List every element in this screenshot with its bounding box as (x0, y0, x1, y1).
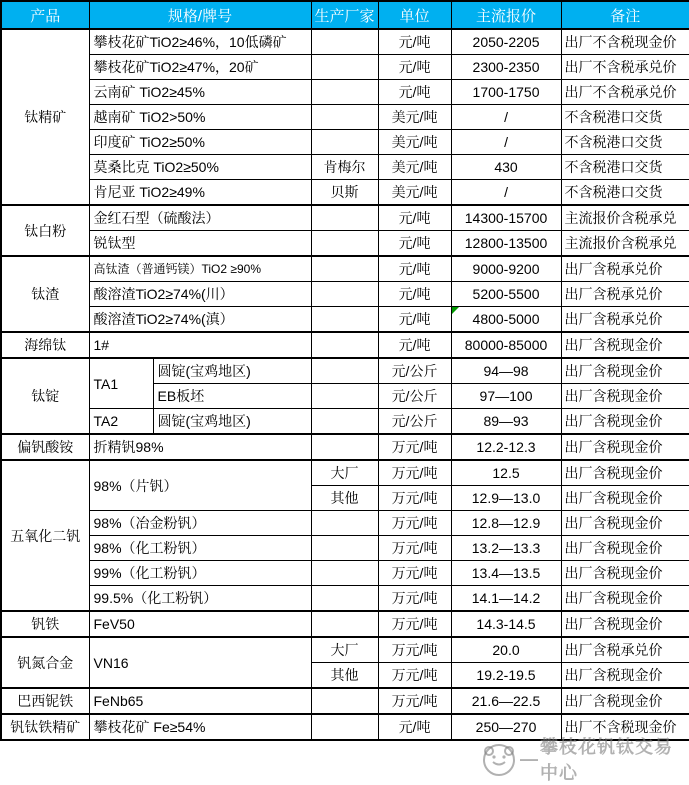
product-cell: 钒氮合金 (1, 637, 89, 688)
table-row (1, 29, 689, 55)
note-cell: 出厂不含税承兑价 (561, 80, 689, 105)
unit-cell: 元/公斤 (378, 409, 451, 435)
unit-cell: 万元/吨 (378, 663, 451, 689)
note-cell: 主流报价含税承兑 (561, 205, 689, 231)
manufacturer-cell (311, 511, 378, 536)
note-cell: 不含税港口交货 (561, 155, 689, 180)
manufacturer-cell (311, 561, 378, 586)
spec-cell: 攀枝花矿 Fe≥54% (89, 714, 311, 740)
table-row (1, 536, 689, 561)
table-row (1, 130, 689, 155)
manufacturer-cell: 其他 (311, 486, 378, 511)
unit-cell: 元/吨 (378, 80, 451, 105)
table-row (1, 637, 689, 663)
manufacturer-cell (311, 714, 378, 740)
col-header-1: 规格/牌号 (89, 1, 311, 29)
table-row (1, 332, 689, 358)
manufacturer-cell (311, 105, 378, 130)
note-cell: 出厂含税现金价 (561, 611, 689, 637)
unit-cell: 元/吨 (378, 205, 451, 231)
spec-cell: 折精钒98% (89, 434, 311, 460)
comment-marker-icon (452, 307, 459, 314)
watermark (480, 737, 689, 783)
manufacturer-cell (311, 536, 378, 561)
unit-cell: 万元/吨 (378, 688, 451, 714)
price-cell: / (451, 180, 561, 206)
manufacturer-cell (311, 586, 378, 612)
manufacturer-cell: 大厂 (311, 637, 378, 663)
spec-cell: 酸溶渣TiO2≥74%(滇） (89, 307, 311, 333)
manufacturer-cell (311, 307, 378, 333)
price-cell: / (451, 130, 561, 155)
product-cell: 钛白粉 (1, 205, 89, 256)
price-cell: 5200-5500 (451, 282, 561, 307)
manufacturer-cell (311, 434, 378, 460)
note-cell: 出厂含税承兑价 (561, 637, 689, 663)
note-cell: 出厂含税现金价 (561, 332, 689, 358)
spec-cell: 云南矿 TiO2≥45% (89, 80, 311, 105)
unit-cell: 美元/吨 (378, 155, 451, 180)
price-cell: 19.2-19.5 (451, 663, 561, 689)
table-body (1, 29, 689, 740)
manufacturer-cell (311, 409, 378, 435)
unit-cell: 美元/吨 (378, 105, 451, 130)
spec-cell: TA2 (89, 409, 153, 435)
col-header-0: 产品 (1, 1, 89, 29)
note-cell: 主流报价含税承兑 (561, 231, 689, 257)
table-header (1, 1, 689, 29)
note-cell: 出厂含税现金价 (561, 409, 689, 435)
spec-cell: 99.5%（化工粉钒） (89, 586, 311, 612)
price-cell: 97—100 (451, 384, 561, 409)
spec-cell: 98%（化工粉钒） (89, 536, 311, 561)
product-cell: 钛渣 (1, 256, 89, 332)
spec-cell: TA1 (89, 358, 153, 409)
manufacturer-cell (311, 130, 378, 155)
manufacturer-cell (311, 332, 378, 358)
table-row (1, 714, 689, 740)
product-cell: 钛锭 (1, 358, 89, 434)
manufacturer-cell (311, 282, 378, 307)
note-cell: 出厂含税现金价 (561, 561, 689, 586)
col-header-2: 生产厂家 (311, 1, 378, 29)
note-cell: 出厂含税承兑价 (561, 307, 689, 333)
note-cell: 出厂含税承兑价 (561, 282, 689, 307)
price-cell: 9000-9200 (451, 256, 561, 282)
table-row (1, 105, 689, 130)
spec-cell: VN16 (89, 637, 311, 688)
unit-cell: 元/吨 (378, 256, 451, 282)
spec-cell: FeNb65 (89, 688, 311, 714)
note-cell: 出厂含税现金价 (561, 511, 689, 536)
unit-cell: 万元/吨 (378, 486, 451, 511)
note-cell: 不含税港口交货 (561, 130, 689, 155)
unit-cell: 美元/吨 (378, 180, 451, 206)
table-row (1, 409, 689, 435)
spec-cell: 1# (89, 332, 311, 358)
price-cell: 14.3-14.5 (451, 611, 561, 637)
spec-sub-cell: EB板坯 (153, 384, 311, 409)
unit-cell: 美元/吨 (378, 130, 451, 155)
manufacturer-cell (311, 55, 378, 80)
manufacturer-cell: 其他 (311, 663, 378, 689)
price-cell: 12.5 (451, 460, 561, 486)
table-row (1, 358, 689, 384)
col-header-5: 备注 (561, 1, 689, 29)
watermark-dash: — (520, 748, 538, 769)
spec-cell: 越南矿 TiO2>50% (89, 105, 311, 130)
spec-cell: 印度矿 TiO2≥50% (89, 130, 311, 155)
price-cell: 12800-13500 (451, 231, 561, 257)
note-cell: 出厂含税承兑价 (561, 256, 689, 282)
note-cell: 出厂含税现金价 (561, 688, 689, 714)
price-cell: 12.2-12.3 (451, 434, 561, 460)
spec-sub-cell: 圆锭(宝鸡地区) (153, 358, 311, 384)
table-row (1, 434, 689, 460)
price-cell: 14.1—14.2 (451, 586, 561, 612)
product-cell: 钒钛铁精矿 (1, 714, 89, 740)
unit-cell: 万元/吨 (378, 611, 451, 637)
unit-cell: 万元/吨 (378, 536, 451, 561)
price-cell: 2300-2350 (451, 55, 561, 80)
manufacturer-cell: 贝斯 (311, 180, 378, 206)
note-cell: 出厂不含税现金价 (561, 29, 689, 55)
price-cell: 430 (451, 155, 561, 180)
note-cell: 出厂含税现金价 (561, 384, 689, 409)
product-cell: 偏钒酸铵 (1, 434, 89, 460)
spec-cell: 攀枝花矿TiO2≥47%，20矿 (89, 55, 311, 80)
price-cell: 1700-1750 (451, 80, 561, 105)
spec-cell: 金红石型（硫酸法） (89, 205, 311, 231)
exchange-logo-icon (480, 740, 518, 778)
spec-cell: 攀枝花矿TiO2≥46%，10低磷矿 (89, 29, 311, 55)
product-cell: 钒铁 (1, 611, 89, 637)
table-row (1, 205, 689, 231)
unit-cell: 万元/吨 (378, 586, 451, 612)
note-cell: 不含税港口交货 (561, 180, 689, 206)
spec-cell: 莫桑比克 TiO2≥50% (89, 155, 311, 180)
unit-cell: 元/吨 (378, 231, 451, 257)
unit-cell: 元/吨 (378, 332, 451, 358)
price-cell: / (451, 105, 561, 130)
spec-cell: 酸溶渣TiO2≥74%(川） (89, 282, 311, 307)
table-row (1, 155, 689, 180)
unit-cell: 元/吨 (378, 714, 451, 740)
spec-cell: 98%（冶金粉钒） (89, 511, 311, 536)
unit-cell: 元/公斤 (378, 384, 451, 409)
price-cell: 12.8—12.9 (451, 511, 561, 536)
note-cell: 出厂含税现金价 (561, 460, 689, 486)
product-cell: 钛精矿 (1, 29, 89, 205)
price-cell: 14300-15700 (451, 205, 561, 231)
price-cell: 13.4—13.5 (451, 561, 561, 586)
unit-cell: 万元/吨 (378, 637, 451, 663)
product-cell: 五氧化二钒 (1, 460, 89, 611)
price-cell: 12.9—13.0 (451, 486, 561, 511)
manufacturer-cell (311, 80, 378, 105)
unit-cell: 万元/吨 (378, 561, 451, 586)
price-cell: 4800-5000 (451, 307, 561, 333)
manufacturer-cell (311, 205, 378, 231)
watermark-text: 攀枝花钒钛交易中心 (540, 737, 673, 783)
table-row (1, 511, 689, 536)
price-cell: 80000-85000 (451, 332, 561, 358)
spec-cell: FeV50 (89, 611, 311, 637)
price-cell: 2050-2205 (451, 29, 561, 55)
manufacturer-cell (311, 29, 378, 55)
unit-cell: 万元/吨 (378, 434, 451, 460)
manufacturer-cell: 大厂 (311, 460, 378, 486)
unit-cell: 万元/吨 (378, 460, 451, 486)
table-row (1, 180, 689, 206)
manufacturer-cell (311, 256, 378, 282)
table-row (1, 688, 689, 714)
table-row (1, 561, 689, 586)
note-cell: 出厂含税现金价 (561, 358, 689, 384)
manufacturer-cell (311, 358, 378, 384)
table-row (1, 231, 689, 257)
table-row (1, 586, 689, 612)
unit-cell: 元/吨 (378, 282, 451, 307)
note-cell: 出厂含税现金价 (561, 434, 689, 460)
unit-cell: 元/吨 (378, 307, 451, 333)
table-row (1, 80, 689, 105)
price-cell: 250—270 (451, 714, 561, 740)
note-cell: 出厂不含税承兑价 (561, 55, 689, 80)
note-cell: 不含税港口交货 (561, 105, 689, 130)
manufacturer-cell (311, 231, 378, 257)
note-cell: 出厂含税现金价 (561, 663, 689, 689)
spec-cell: 肯尼亚 TiO2≥49% (89, 180, 311, 206)
note-cell: 出厂含税现金价 (561, 586, 689, 612)
spec-cell: 99%（化工粉钒） (89, 561, 311, 586)
spec-cell: 高钛渣（普通钙镁）TiO2 ≥90% (89, 256, 311, 282)
price-cell: 94—98 (451, 358, 561, 384)
product-cell: 海绵钛 (1, 332, 89, 358)
unit-cell: 元/吨 (378, 55, 451, 80)
price-cell: 13.2—13.3 (451, 536, 561, 561)
spec-sub-cell: 圆锭(宝鸡地区) (153, 409, 311, 435)
table-row (1, 611, 689, 637)
manufacturer-cell: 肯梅尔 (311, 155, 378, 180)
unit-cell: 元/公斤 (378, 358, 451, 384)
note-cell: 出厂含税现金价 (561, 486, 689, 511)
table-row (1, 55, 689, 80)
table-row (1, 307, 689, 333)
unit-cell: 万元/吨 (378, 511, 451, 536)
manufacturer-cell (311, 688, 378, 714)
price-cell: 20.0 (451, 637, 561, 663)
spec-cell: 98%（片钒） (89, 460, 311, 511)
note-cell: 出厂含税现金价 (561, 536, 689, 561)
col-header-3: 单位 (378, 1, 451, 29)
price-cell: 21.6—22.5 (451, 688, 561, 714)
price-cell: 89—93 (451, 409, 561, 435)
manufacturer-cell (311, 384, 378, 409)
spec-cell: 锐钛型 (89, 231, 311, 257)
note-cell: 出厂不含税现金价 (561, 714, 689, 740)
col-header-4: 主流报价 (451, 1, 561, 29)
table-row (1, 282, 689, 307)
unit-cell: 元/吨 (378, 29, 451, 55)
table-row (1, 256, 689, 282)
table-row (1, 460, 689, 486)
manufacturer-cell (311, 611, 378, 637)
product-cell: 巴西铌铁 (1, 688, 89, 714)
